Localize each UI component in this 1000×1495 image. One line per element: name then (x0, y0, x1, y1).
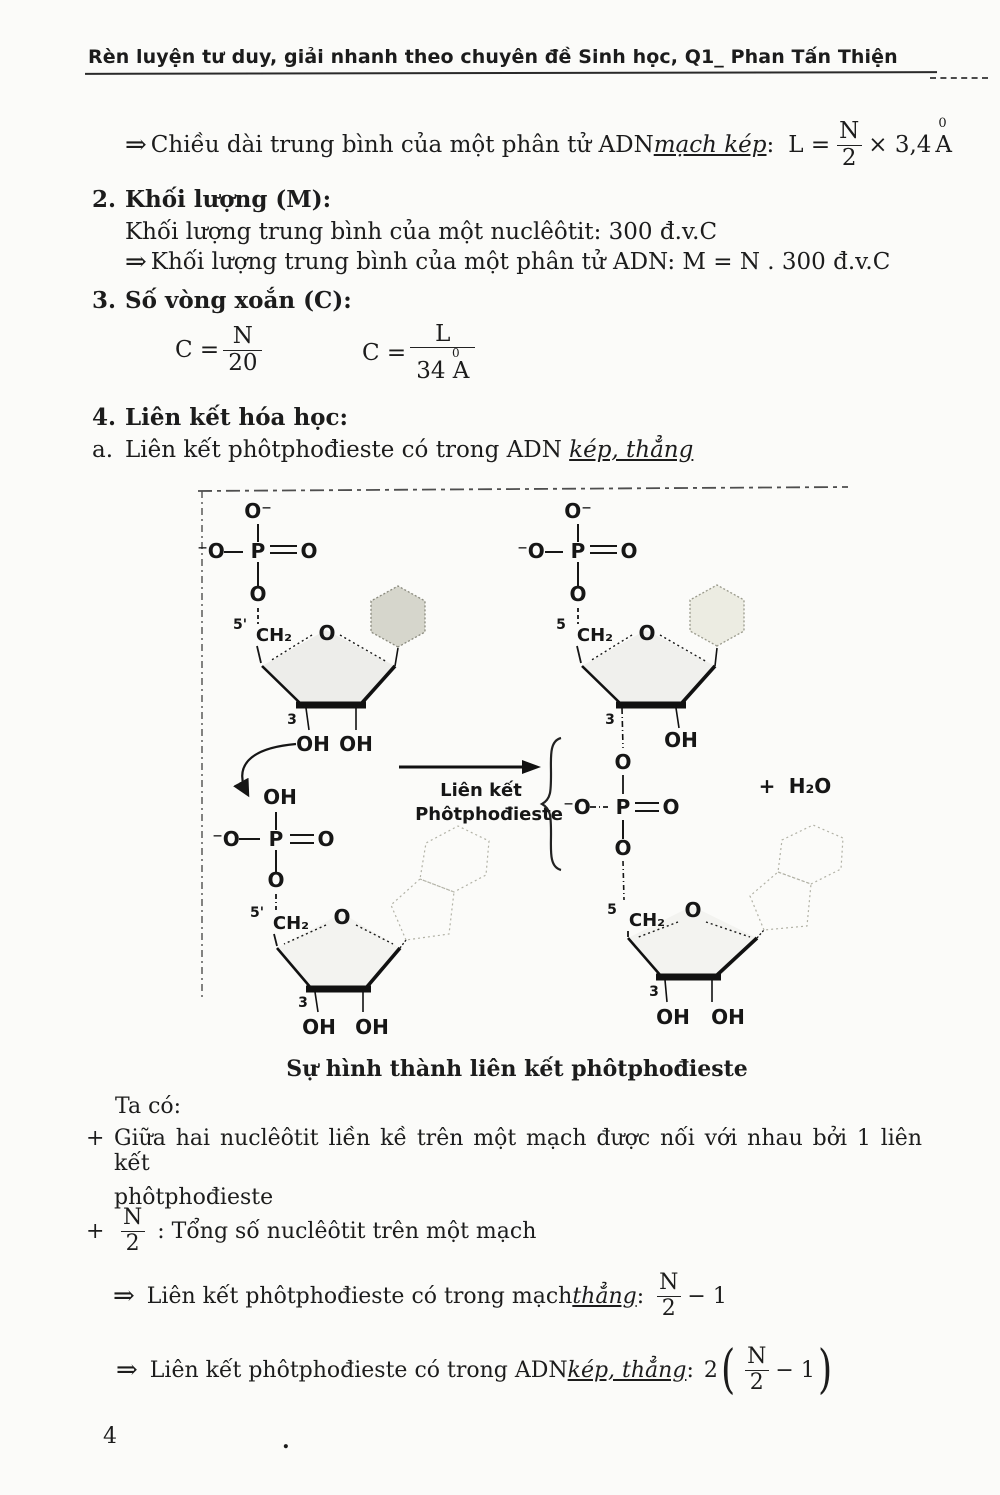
colon: : (766, 132, 775, 158)
reaction-label-line1: Liên kết (440, 780, 522, 801)
atom-o-ring: O (318, 621, 336, 645)
implies-icon: ⇒ (116, 1355, 138, 1385)
atom-oh: OH (339, 732, 373, 756)
minus-one: − 1 (687, 1283, 727, 1309)
label-3: 3 (605, 712, 615, 728)
nucleotide-bottom-right (607, 825, 843, 1029)
atom-o: O (267, 868, 285, 892)
section-2-line1: Khối lượng trung bình của một nuclêôtit: 300 đ.v.C (125, 219, 718, 245)
header-rule (85, 51, 937, 75)
atom-o: O (662, 795, 680, 819)
c2-lhs: C = (362, 340, 407, 366)
fraction-denominator: 20 (223, 350, 262, 376)
section-2-title: Khối lượng (M): (125, 186, 332, 213)
fraction-numerator: N (747, 1344, 767, 1370)
reaction-arrow-group (399, 760, 563, 825)
fraction-denominator: 2 (657, 1296, 681, 1321)
fraction-n-over-2 (118, 1206, 147, 1255)
atom-oh: OH (263, 785, 297, 809)
angstrom-symbol (935, 116, 953, 158)
angstrom-a: A (452, 358, 470, 384)
coefficient-2: 2 (703, 1357, 718, 1383)
atom-o-ring: O (684, 898, 702, 922)
section-2-heading (92, 186, 331, 213)
fraction-denominator: 2 (121, 1231, 145, 1256)
nucleotide-top-left (197, 499, 425, 756)
fraction-numerator: N (659, 1270, 679, 1296)
note-bullet-2 (86, 1198, 536, 1264)
base-hexagon-shaded (371, 586, 425, 647)
fraction-l-over-34a (410, 322, 475, 385)
section-3-heading (92, 287, 352, 314)
conclusion-2-text: Liên kết phôtphođieste có trong ADN (149, 1357, 568, 1383)
label-5: 5 (556, 617, 566, 633)
c1-lhs: C = (175, 337, 220, 363)
length-emphasis: mạch kép (653, 132, 767, 158)
section-4a-letter: a. (92, 437, 114, 463)
atom-o: O (569, 582, 587, 606)
header-rule-dashed-tail (930, 57, 988, 79)
fraction-n-over-2 (654, 1271, 683, 1320)
figure-caption: Sự hình thành liên kết phôtphođieste (286, 1056, 748, 1082)
plus-sign: + (758, 774, 776, 798)
note-1-line2: phôtphođieste (114, 1185, 274, 1210)
atom-ch2: CH₂ (628, 910, 666, 931)
atom-o-minus: O⁻ (244, 499, 272, 523)
implies-icon: ⇒ (125, 247, 147, 277)
implies-icon: ⇒ (125, 130, 147, 160)
phosphodiester-bond-diagram (0, 482, 1000, 1047)
fraction-numerator: N (839, 118, 860, 145)
purine-base-outline (391, 826, 489, 940)
atom-p: P (570, 539, 586, 563)
fraction-denominator: 2 (837, 145, 862, 171)
fraction-n-over-2 (742, 1345, 771, 1394)
length-formula-line (125, 110, 952, 180)
water-byproduct (759, 774, 832, 798)
atom-oh: OH (711, 1005, 745, 1029)
conclusion-1-text: Liên kết phôtphođieste có trong mạch (146, 1283, 573, 1309)
fraction-numerator: N (232, 323, 253, 350)
atom-p: P (250, 539, 266, 563)
plus-bullet: + (86, 1218, 105, 1244)
purine-base-outline (750, 825, 843, 930)
label-3-prime: 3 (298, 995, 308, 1011)
angstrom-zero: 0 (451, 346, 460, 360)
colon: : (636, 1283, 645, 1309)
conclusion-1 (113, 1262, 727, 1330)
atom-ch2: CH₂ (576, 625, 614, 646)
atom-o-minus: O⁻ (564, 499, 592, 523)
conclusion-2: ⇒ Liên kết phôtphođieste có trong ADN kép, thẳng : 2 ( $\frac{N}{2}$ − 1 ) (116, 1340, 833, 1400)
section-3-number: 3. (92, 287, 117, 314)
atom-o: O (300, 539, 318, 563)
fraction-denominator (410, 347, 475, 384)
atom-o-neg: ⁻O (212, 827, 240, 851)
fraction-denominator: 2 (745, 1370, 769, 1395)
ta-co-label: Ta có: (115, 1094, 182, 1119)
conclusion-2-emphasis: kép, thẳng (567, 1357, 687, 1383)
section-3-title: Số vòng xoắn (C): (125, 287, 352, 314)
den-34: 34 (416, 358, 446, 384)
label-3: 3 (649, 984, 659, 1000)
angstrom-zero: 0 (938, 116, 947, 131)
atom-o-neg: ⁻O (563, 795, 591, 819)
fraction-n-over-2 (834, 119, 864, 171)
colon: : (686, 1357, 694, 1383)
atom-o: O (317, 827, 335, 851)
page-number: 4 (103, 1424, 117, 1449)
reaction-label-line2: Phôtphođieste (415, 804, 563, 825)
formula-c-l34a (362, 314, 479, 392)
atom-ch2: CH₂ (255, 625, 293, 646)
section-4-heading (92, 404, 348, 431)
atom-o: O (614, 750, 632, 774)
times-3-4: × 3,4 (868, 132, 932, 158)
angstrom-a: A (935, 132, 953, 158)
nucleotide-top-right (517, 499, 744, 752)
section-4a-text: Liên kết phôtphođieste có trong ADN (125, 437, 570, 463)
section-4-number: 4. (92, 404, 117, 431)
atom-oh: OH (355, 1015, 389, 1039)
atom-p: P (268, 827, 284, 851)
label-5-prime: 5' (232, 617, 248, 633)
fraction-numerator: N (123, 1205, 143, 1231)
atom-o-ring: O (638, 621, 656, 645)
h2o-label: H₂O (788, 774, 832, 798)
atom-oh: OH (302, 1015, 336, 1039)
atom-oh: OH (296, 732, 330, 756)
fraction-numerator: L (435, 320, 451, 347)
conclusion-1-emphasis: thẳng (572, 1283, 637, 1309)
plus-bullet: + (86, 1126, 105, 1151)
note-2-text: : Tổng số nuclêôtit trên một mạch (157, 1218, 537, 1244)
note-1-line1: Giữa hai nuclêôtit liền kề trên một mạch được nối với nhau bởi 1 liên kết (114, 1126, 922, 1176)
phosphodiester-bridge (563, 750, 679, 937)
atom-o: O (620, 539, 638, 563)
fraction-n-over-20 (223, 324, 262, 376)
atom-o: O (614, 836, 632, 860)
atom-ch2: CH₂ (272, 913, 310, 934)
label-5-prime: 5' (249, 905, 265, 921)
atom-o-ring: O (333, 905, 351, 929)
length-lhs: L = (788, 132, 831, 158)
atom-oh: OH (664, 728, 698, 752)
atom-oh: OH (656, 1005, 690, 1029)
atom-o: O (249, 582, 267, 606)
section-2-line2-text: Khối lượng trung bình của một phân tử ADN: M = N . 300 đ.v.C (150, 249, 891, 275)
minus-one: − 1 (775, 1357, 815, 1383)
section-4-title: Liên kết hóa học: (125, 404, 349, 431)
scan-dot-artifact: . (282, 1428, 290, 1454)
label-3-prime: 3 (287, 712, 297, 728)
atom-p: P (615, 795, 631, 819)
atom-o-neg: ⁻O (517, 539, 545, 563)
label-5: 5 (607, 902, 617, 918)
formula-c-n20 (175, 320, 266, 380)
section-4a-emphasis: kép, thẳng (569, 437, 694, 463)
section-2-number: 2. (92, 186, 117, 213)
base-hexagon-light (690, 585, 744, 646)
atom-o-neg: ⁻O (197, 539, 225, 563)
page-header-title: Rèn luyện tư duy, giải nhanh theo chuyên đề Sinh học, Q1_ Phan Tấn Thiện (88, 46, 898, 68)
implies-icon: ⇒ (113, 1281, 135, 1311)
section-4a-line (92, 437, 693, 463)
arrowhead-icon (522, 760, 541, 774)
section-2-line2 (125, 249, 890, 275)
length-text: Chiều dài trung bình của một phân tử ADN (150, 132, 654, 158)
